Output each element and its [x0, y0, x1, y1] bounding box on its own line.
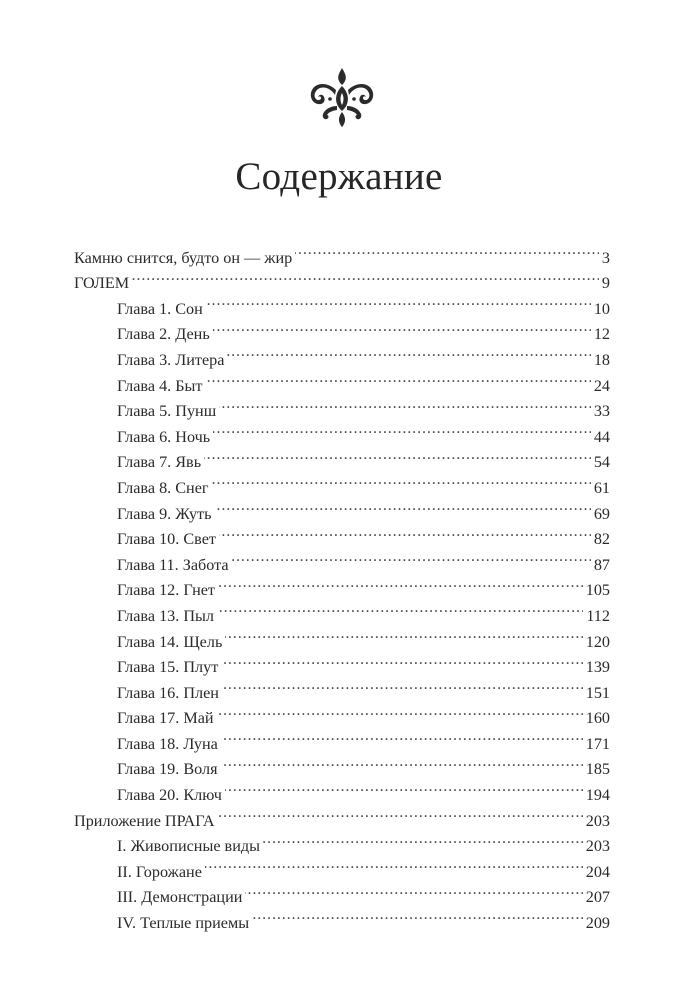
dot-leader [217, 698, 583, 724]
toc-entry-title: Приложение ПРАГА [74, 811, 215, 830]
table-of-contents [74, 237, 610, 933]
toc-entry-title: Глава 8. Снег [117, 478, 209, 497]
dot-leader [218, 570, 583, 596]
fleuron-ornament-icon [306, 66, 378, 130]
toc-entry-page-number: 203 [585, 837, 610, 856]
toc-entry-title: Глава 16. Плен [117, 683, 219, 702]
toc-entry-page-number: 10 [593, 299, 610, 318]
toc-entry-page-number: 12 [593, 325, 610, 344]
dot-leader [232, 544, 591, 570]
dot-leader [225, 774, 583, 800]
dot-leader [222, 672, 583, 698]
toc-entry-page-number: 160 [585, 709, 610, 728]
toc-entry-page-number: 44 [593, 427, 610, 446]
dot-leader [213, 314, 591, 340]
toc-entry-title: Глава 11. Забота [117, 555, 229, 574]
toc-entry-title: Глава 18. Луна [117, 734, 218, 753]
toc-entry-page-number: 204 [585, 862, 610, 881]
toc-entry-page-number: 24 [593, 376, 610, 395]
toc-entry-page-number: 61 [593, 478, 610, 497]
toc-entry-page-number: 87 [593, 555, 610, 574]
toc-entry-page-number: 209 [585, 914, 610, 933]
toc-entry-page-number: 105 [585, 581, 610, 600]
toc-entry-title: I. Живописные виды [117, 837, 260, 856]
toc-entry[interactable] [74, 288, 610, 318]
toc-entry-title: Глава 1. Сон [117, 299, 203, 318]
toc-entry-title: Глава 13. Пыл [117, 606, 214, 625]
dot-leader [221, 647, 582, 673]
toc-entry-title: III. Демонстрации [117, 888, 243, 907]
toc-entry[interactable] [74, 263, 610, 293]
toc-entry-title: Глава 3. Литера [117, 350, 225, 369]
toc-entry-page-number: 139 [585, 658, 610, 677]
toc-entry-title: Глава 9. Жуть [117, 504, 212, 523]
toc-entry-title: IV. Теплые приемы [117, 914, 250, 933]
toc-entry-title: Глава 20. Ключ [117, 786, 222, 805]
toc-entry-page-number: 171 [585, 734, 610, 753]
toc-entry-page-number: 54 [593, 453, 610, 472]
toc-entry-title: Глава 10. Свет [117, 530, 216, 549]
dot-leader [206, 365, 591, 391]
dot-leader [219, 391, 591, 417]
dot-leader [252, 902, 583, 928]
toc-entry-title: II. Горожане [117, 862, 202, 881]
dot-leader [218, 800, 583, 826]
dot-leader [206, 288, 591, 314]
page-title: Содержание [235, 155, 443, 198]
dot-leader [205, 851, 583, 877]
dot-leader [295, 237, 599, 263]
dot-leader [212, 467, 591, 493]
dot-leader [263, 826, 583, 852]
dot-leader [225, 621, 582, 647]
toc-entry-page-number: 151 [585, 683, 610, 702]
toc-entry-page-number: 18 [593, 350, 610, 369]
toc-entry-page-number: 203 [585, 811, 610, 830]
toc-entry-title: Глава 15. Плут [117, 658, 219, 677]
toc-entry-page-number: 185 [585, 760, 610, 779]
toc-entry-page-number: 194 [585, 786, 610, 805]
toc-entry-page-number: 33 [593, 402, 610, 421]
dot-leader [221, 723, 583, 749]
toc-entry-title: Глава 5. Пунш [117, 402, 217, 421]
toc-entry-title: Глава 4. Быт [117, 376, 203, 395]
dot-leader [213, 416, 591, 442]
toc-entry-title: Глава 14. Щель [117, 632, 223, 651]
toc-entry-page-number: 112 [586, 606, 610, 625]
toc-entry-page-number: 69 [593, 504, 610, 523]
toc-entry-title: Глава 6. Ночь [117, 427, 211, 446]
toc-entry-page-number: 3 [601, 248, 610, 267]
toc-entry-title: Глава 17. Май [117, 709, 214, 728]
dot-leader [204, 442, 591, 468]
toc-entry-page-number: 120 [585, 632, 610, 651]
toc-entry-title: Камню снится, будто он — жир [74, 248, 293, 267]
toc-entry[interactable] [74, 237, 610, 267]
toc-entry-title: Глава 2. День [117, 325, 210, 344]
toc-entry-title: Глава 7. Явь [117, 453, 202, 472]
dot-leader [217, 595, 583, 621]
dot-leader [215, 493, 591, 519]
toc-entry-page-number: 82 [593, 530, 610, 549]
dot-leader [219, 519, 591, 545]
toc-entry-page-number: 207 [585, 888, 610, 907]
dot-leader [221, 749, 583, 775]
dot-leader [132, 263, 599, 289]
toc-entry-title: Глава 19. Воля [117, 760, 218, 779]
dot-leader [245, 877, 582, 903]
toc-entry-title: ГОЛЕМ [74, 274, 130, 293]
toc-entry-page-number: 9 [601, 274, 610, 293]
dot-leader [227, 339, 590, 365]
toc-entry-title: Глава 12. Гнет [117, 581, 216, 600]
